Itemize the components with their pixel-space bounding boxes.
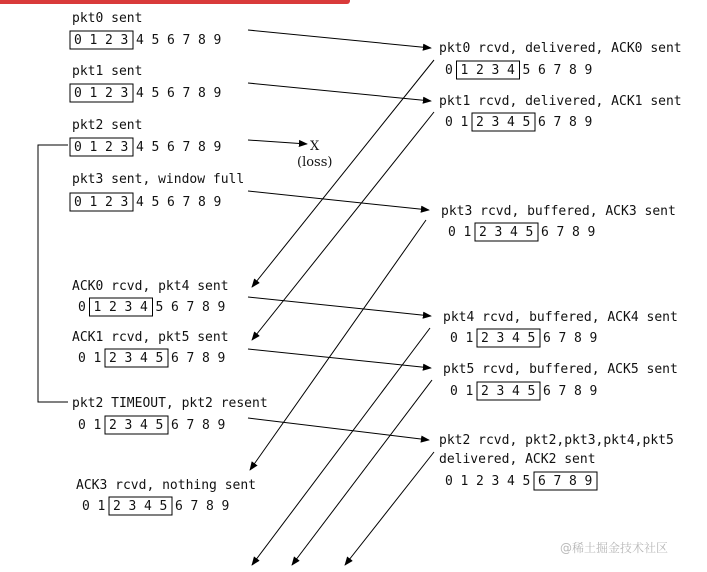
sequence-number: 2 — [476, 474, 484, 489]
sender-event-pkt0-sent — [70, 11, 221, 49]
sequence-number: 1 — [97, 499, 106, 514]
sequence-number: 8 — [198, 33, 206, 48]
sequence-number: 8 — [202, 418, 210, 433]
receiver-window-sequence — [450, 329, 597, 347]
sequence-number: 2 — [109, 351, 117, 366]
pkt4-arrow — [248, 297, 431, 316]
sequence-number: 4 — [140, 418, 148, 433]
sequence-number: 8 — [569, 474, 577, 489]
sequence-number: 2 — [481, 384, 489, 399]
receiver-event-title: pkt3 rcvd, buffered, ACK3 sent — [441, 204, 676, 219]
sequence-number: 0 — [74, 86, 82, 101]
receiver-window-sequence — [445, 472, 597, 490]
sequence-number: 2 — [105, 195, 113, 210]
sequence-number: 1 — [465, 331, 474, 346]
sequence-number: 2 — [476, 115, 484, 130]
sequence-number: 0 — [78, 351, 86, 366]
sequence-number: 6 — [543, 331, 551, 346]
sequence-number: 6 — [167, 33, 175, 48]
sequence-number: 1 — [93, 418, 102, 433]
sequence-number: 3 — [120, 140, 129, 155]
receiver-event-pkt2-rcvd — [439, 433, 674, 490]
sequence-number: 4 — [140, 351, 148, 366]
sequence-number: 3 — [124, 300, 133, 315]
sequence-number: 7 — [190, 499, 199, 514]
sequence-number: 6 — [167, 195, 175, 210]
sender-window-sequence — [78, 349, 225, 367]
sequence-number: 5 — [527, 384, 536, 399]
receiver-window-sequence — [445, 113, 592, 131]
sequence-number: 7 — [186, 300, 195, 315]
sequence-number: 9 — [213, 86, 222, 101]
receiver-event-pkt1-rcvd — [439, 94, 682, 131]
sequence-number: 3 — [496, 384, 505, 399]
ack3-arrow — [250, 220, 426, 470]
sequence-number: 3 — [496, 331, 505, 346]
sequence-number: 5 — [159, 499, 168, 514]
sequence-number: 8 — [198, 86, 206, 101]
sender-event-title: ACK0 rcvd, pkt4 sent — [72, 279, 229, 294]
sequence-number: 1 — [460, 474, 469, 489]
sequence-number: 7 — [553, 474, 562, 489]
sequence-number: 6 — [167, 140, 175, 155]
ack2-arrow — [345, 452, 434, 565]
sequence-number: 7 — [556, 225, 565, 240]
sequence-number: 8 — [198, 195, 206, 210]
sequence-number: 4 — [510, 225, 518, 240]
sequence-number: 6 — [538, 63, 546, 78]
pkt2-lost-arrow — [248, 140, 307, 144]
sequence-number: 1 — [460, 115, 469, 130]
sequence-number: 0 — [448, 225, 456, 240]
sender-window-sequence — [78, 416, 225, 434]
sequence-number: 9 — [584, 474, 593, 489]
receiver-event-title: pkt2 rcvd, pkt2,pkt3,pkt4,pkt5 — [439, 433, 674, 448]
sequence-number: 5 — [151, 140, 160, 155]
receiver-event-subtitle: delivered, ACK2 sent — [439, 452, 596, 467]
sequence-number: 1 — [89, 86, 98, 101]
sequence-number: 0 — [74, 33, 82, 48]
sequence-number: 8 — [202, 351, 210, 366]
sender-event-title: pkt3 sent, window full — [72, 172, 245, 187]
sequence-number: 5 — [151, 33, 160, 48]
sender-window-sequence — [78, 298, 225, 316]
sequence-number: 6 — [167, 86, 175, 101]
sequence-number: 1 — [89, 195, 98, 210]
sender-event-pkt3-sent — [70, 172, 244, 211]
sequence-number: 7 — [182, 33, 191, 48]
loss-label: (loss) — [297, 155, 333, 170]
sender-event-ack0-rcvd — [72, 279, 229, 316]
sequence-number: 0 — [445, 115, 453, 130]
pkt3-arrow — [248, 191, 429, 210]
sequence-number: 5 — [155, 351, 164, 366]
sequence-number: 0 — [74, 140, 82, 155]
sequence-number: 5 — [527, 331, 536, 346]
sender-window-sequence — [70, 138, 221, 156]
sequence-number: 3 — [120, 86, 129, 101]
sequence-number: 0 — [82, 499, 90, 514]
sender-event-ack1-rcvd — [72, 330, 229, 367]
sequence-number: 5 — [155, 418, 164, 433]
ack0-arrow — [252, 60, 434, 287]
pkt0-arrow — [248, 30, 431, 48]
sequence-number: 7 — [186, 351, 195, 366]
sequence-number: 8 — [572, 225, 580, 240]
sequence-number: 1 — [463, 225, 472, 240]
sequence-number: 6 — [171, 418, 179, 433]
sequence-number: 3 — [491, 474, 500, 489]
loss-x-mark: X — [310, 139, 320, 154]
sender-window-sequence — [70, 31, 221, 49]
sequence-number: 2 — [113, 499, 121, 514]
sender-event-pkt2-sent — [70, 118, 221, 156]
sequence-number: 9 — [587, 225, 596, 240]
sequence-number: 1 — [89, 33, 98, 48]
sequence-number: 3 — [494, 225, 503, 240]
sequence-number: 7 — [182, 86, 191, 101]
watermark-text: @稀土掘金技术社区 — [560, 541, 669, 555]
receiver-event-title: pkt4 rcvd, buffered, ACK4 sent — [443, 310, 678, 325]
sequence-number: 5 — [151, 86, 160, 101]
sequence-number: 7 — [553, 115, 562, 130]
sequence-number: 5 — [151, 195, 160, 210]
sequence-number: 9 — [217, 351, 226, 366]
sequence-number: 8 — [569, 115, 577, 130]
sequence-number: 8 — [569, 63, 577, 78]
sequence-number: 9 — [589, 331, 598, 346]
sequence-number: 9 — [213, 33, 222, 48]
sequence-number: 0 — [78, 300, 86, 315]
sequence-number: 2 — [109, 300, 117, 315]
sequence-number: 0 — [450, 331, 458, 346]
sequence-number: 9 — [217, 300, 226, 315]
sequence-number: 8 — [574, 331, 582, 346]
sequence-number: 3 — [124, 351, 133, 366]
sequence-number: 2 — [481, 331, 489, 346]
receiver-event-title: pkt5 rcvd, buffered, ACK5 sent — [443, 362, 678, 377]
sequence-number: 9 — [589, 384, 598, 399]
sequence-number: 3 — [491, 63, 500, 78]
sequence-number: 8 — [206, 499, 214, 514]
sequence-number: 1 — [89, 140, 98, 155]
sequence-number: 6 — [538, 474, 546, 489]
sequence-number: 7 — [182, 140, 191, 155]
sequence-number: 4 — [512, 331, 520, 346]
sender-event-title: pkt0 sent — [72, 11, 143, 26]
sequence-number: 4 — [507, 474, 515, 489]
sequence-number: 3 — [128, 499, 137, 514]
sequence-number: 2 — [105, 86, 113, 101]
receiver-event-pkt4-rcvd — [443, 310, 678, 347]
ack4-arrow — [252, 328, 430, 565]
sequence-number: 2 — [105, 33, 113, 48]
sequence-number: 9 — [584, 115, 593, 130]
sequence-number: 6 — [175, 499, 183, 514]
receiver-event-pkt3-rcvd — [441, 204, 676, 241]
sequence-number: 1 — [93, 351, 102, 366]
sequence-number: 4 — [136, 195, 144, 210]
sender-event-pkt2-timeout — [72, 396, 268, 434]
sequence-number: 1 — [93, 300, 102, 315]
sequence-number: 1 — [460, 63, 469, 78]
sequence-number: 7 — [186, 418, 195, 433]
sequence-number: 8 — [198, 140, 206, 155]
pkt5-arrow — [248, 349, 431, 368]
sequence-number: 9 — [217, 418, 226, 433]
sender-event-title: pkt2 TIMEOUT, pkt2 resent — [72, 396, 268, 411]
receiver-event-pkt0-rcvd — [439, 41, 682, 79]
receiver-window-sequence — [445, 61, 592, 79]
sender-window-sequence — [70, 193, 221, 211]
sequence-number: 3 — [124, 418, 133, 433]
sequence-number: 3 — [491, 115, 500, 130]
receiver-event-title: pkt1 rcvd, delivered, ACK1 sent — [439, 94, 682, 109]
sequence-number: 0 — [445, 63, 453, 78]
sequence-number: 2 — [476, 63, 484, 78]
pkt2-resent-arrow — [248, 418, 429, 440]
sequence-number: 8 — [202, 300, 210, 315]
sequence-number: 7 — [182, 195, 191, 210]
sequence-number: 4 — [136, 140, 144, 155]
sequence-number: 0 — [78, 418, 86, 433]
receiver-event-pkt5-rcvd — [443, 362, 678, 400]
sender-event-ack3-rcvd — [76, 478, 256, 515]
sequence-number: 5 — [522, 115, 531, 130]
receiver-window-sequence — [450, 382, 597, 400]
sequence-number: 2 — [105, 140, 113, 155]
sequence-number: 5 — [522, 474, 531, 489]
receiver-event-title: pkt0 rcvd, delivered, ACK0 sent — [439, 41, 682, 56]
ack5-arrow — [292, 380, 432, 565]
sequence-number: 7 — [558, 384, 567, 399]
sequence-number: 5 — [522, 63, 531, 78]
sender-window-sequence — [70, 84, 221, 102]
sequence-number: 4 — [144, 499, 152, 514]
sequence-number: 2 — [479, 225, 487, 240]
sequence-number: 5 — [525, 225, 534, 240]
sender-event-title: pkt2 sent — [72, 118, 143, 133]
sequence-number: 5 — [155, 300, 164, 315]
sender-event-pkt1-sent — [70, 64, 221, 102]
sender-event-title: ACK3 rcvd, nothing sent — [76, 478, 257, 493]
sender-event-title: ACK1 rcvd, pkt5 sent — [72, 330, 229, 345]
sequence-number: 4 — [136, 33, 144, 48]
sequence-number: 6 — [543, 384, 551, 399]
sequence-number: 9 — [584, 63, 593, 78]
sequence-number: 4 — [507, 115, 515, 130]
sequence-number: 2 — [109, 418, 117, 433]
sequence-number: 1 — [465, 384, 474, 399]
sequence-number: 8 — [574, 384, 582, 399]
sequence-number: 9 — [213, 195, 222, 210]
sequence-number: 0 — [450, 384, 458, 399]
sequence-number: 0 — [445, 474, 453, 489]
sequence-number: 4 — [136, 86, 144, 101]
sequence-number: 7 — [558, 331, 567, 346]
sequence-number: 9 — [221, 499, 230, 514]
receiver-window-sequence — [448, 223, 595, 241]
sender-event-title: pkt1 sent — [72, 64, 143, 79]
timeout-bracket — [38, 145, 68, 402]
sequence-number: 3 — [120, 33, 129, 48]
sequence-number: 6 — [538, 115, 546, 130]
sequence-number: 4 — [512, 384, 520, 399]
sequence-number: 6 — [541, 225, 549, 240]
sender-window-sequence — [82, 497, 229, 515]
sequence-number: 3 — [120, 195, 129, 210]
sequence-number: 4 — [140, 300, 148, 315]
sequence-number: 6 — [171, 300, 179, 315]
sequence-number: 4 — [507, 63, 515, 78]
sequence-number: 6 — [171, 351, 179, 366]
sequence-number: 0 — [74, 195, 82, 210]
sequence-number: 9 — [213, 140, 222, 155]
ack1-arrow — [252, 112, 434, 340]
sequence-number: 7 — [553, 63, 562, 78]
